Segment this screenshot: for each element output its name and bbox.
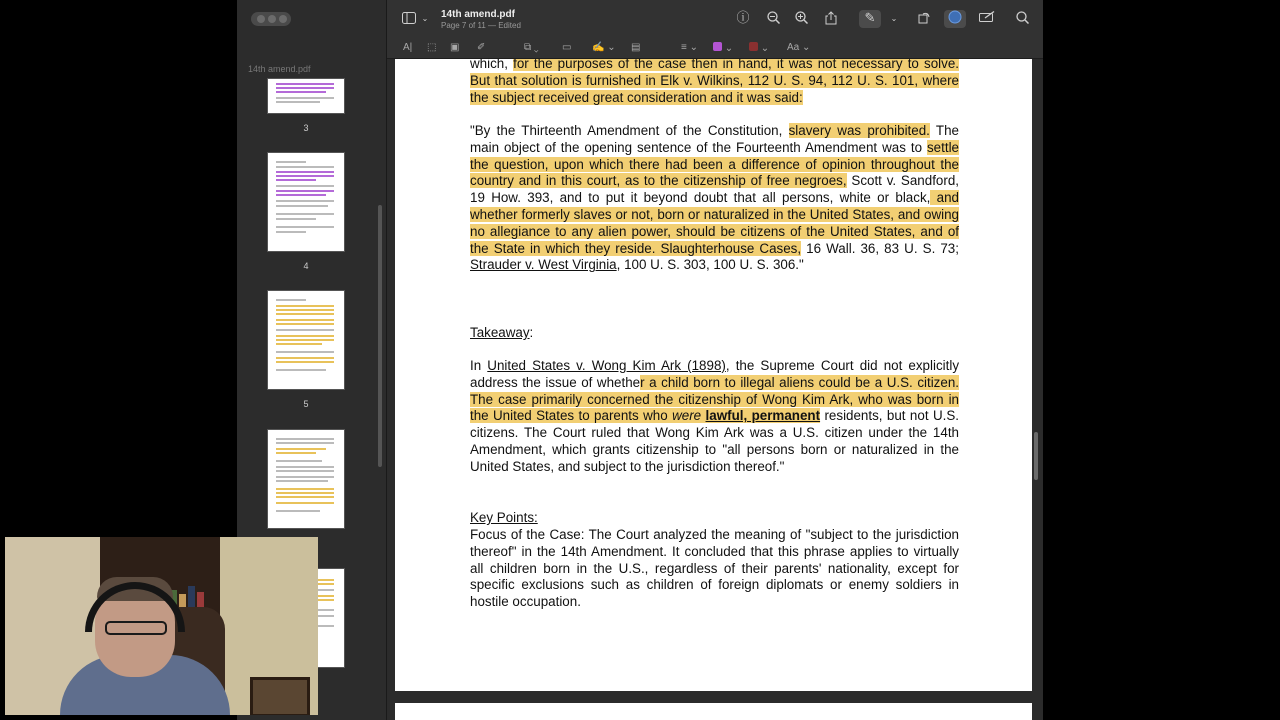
paragraph-takeaway: In United States v. Wong Kim Ark (1898), the Supreme Court did not explicitly address the issue of whether a child born to illegal aliens could be a U.S. citizen. The case primarily concerned the citizenship of Wong Kim Ark, who was born in the United States to parents who were lawful, permanent residents, but not U.S. citizens. The Court ruled that Wong Kim Ark was a U.S. citizen under the 14th Amendment, which grants citizenship to "all persons born or naturalized in the United States, and subject to the jurisdiction thereof." <box>470 358 960 474</box>
pdf-next-page <box>395 703 1032 720</box>
paragraph-elk-v-wilkins: which, for the purposes of the case then in hand, it was not necessary to solve. But that solution is furnished in Elk v. Wilkins, 112 U. S. 94, 112 U. S. 101, where the subject received great consideration and it was said: <box>470 59 959 106</box>
sidebar-scrollbar[interactable] <box>378 205 382 467</box>
shapes-icon[interactable]: ⧉ ⌄ <box>524 42 539 53</box>
takeaway-heading: Takeaway: <box>470 325 534 340</box>
sign-icon[interactable]: ✍ ⌄ <box>592 42 616 53</box>
chevron-down-icon[interactable]: ⌄ <box>421 14 429 23</box>
rect-select-icon[interactable]: ⬚ <box>427 42 437 53</box>
document-view[interactable] <box>387 59 1043 720</box>
thumbnail-page-4[interactable] <box>267 152 345 252</box>
zoom-window-button[interactable] <box>279 15 287 23</box>
sidebar-icon[interactable] <box>401 12 417 27</box>
fill-color-icon[interactable]: ⌄ <box>749 42 769 55</box>
text-box-icon[interactable]: ▭ <box>562 42 572 53</box>
document-scrollbar[interactable] <box>1034 432 1038 480</box>
pdf-page <box>395 59 1032 691</box>
webcam-overlay <box>5 537 318 715</box>
highlight-icon[interactable] <box>947 10 963 27</box>
share-icon[interactable] <box>823 11 839 28</box>
info-icon[interactable]: ⓘ <box>736 10 750 25</box>
chevron-down-icon[interactable]: ⌄ <box>890 14 898 23</box>
zoom-in-icon[interactable] <box>793 11 809 27</box>
document-title: 14th amend.pdf <box>441 9 515 20</box>
markup-toolbar <box>387 38 1043 59</box>
thumbnail-page-number: 4 <box>303 261 309 271</box>
window-controls[interactable] <box>251 12 291 26</box>
minimize-window-button[interactable] <box>268 15 276 23</box>
paragraph-key-points: Focus of the Case: The Court analyzed the meaning of "subject to the jurisdiction thereof" in the 14th Amendment. It concluded that this phrase applies to virtually all children born in the U.S., regardless of their parents' nationality, except for specific exclusions such as children of foreign diplomats or enemy soldiers in hostile occupation. <box>470 527 959 610</box>
thumbnail-page-5[interactable] <box>267 290 345 390</box>
markup-pen-icon[interactable]: ✎ <box>864 10 876 25</box>
thumbnail-page-6[interactable] <box>267 429 345 529</box>
sketch-icon[interactable]: ✐ <box>477 42 486 53</box>
close-window-button[interactable] <box>257 15 265 23</box>
line-style-icon[interactable]: ≡ ⌄ <box>681 42 698 53</box>
sidebar-document-title: 14th amend.pdf <box>248 64 311 74</box>
thumbnail-page-number: 3 <box>303 123 309 133</box>
redact-icon[interactable]: ▣ <box>450 42 460 53</box>
paragraph-quote: "By the Thirteenth Amendment of the Constitution, slavery was prohibited. The main object of the opening sentence of the Fourteenth Amendment was to settle the question, upon which there had been a difference of opinion throughout the country and in this court, as to the citizenship of free negroes, Scott v. Sandford, 19 How. 393, and to put it beyond doubt that all persons, white or black, and whether formerly slaves or not, born or naturalized in the United States, and owing no allegiance to any alien power, should be citizens of the United States, and of the State in which they reside. Slaughterhouse Cases, 16 Wall. 36, 83 U. S. 73; Strauder v. West Virginia, 100 U. S. 303, 100 U. S. 306." <box>470 123 959 273</box>
text-cursor-icon[interactable]: A| <box>403 42 413 53</box>
preview-window <box>237 0 1043 720</box>
document-subtitle: Page 7 of 11 — Edited <box>441 21 521 30</box>
picture-frame <box>250 677 310 715</box>
glasses <box>105 621 167 635</box>
border-color-icon[interactable]: ⌄ <box>713 42 733 55</box>
search-icon[interactable] <box>1014 11 1030 27</box>
form-icon[interactable] <box>979 11 995 26</box>
main-toolbar <box>387 0 1043 38</box>
note-icon[interactable]: ▤ <box>631 42 641 53</box>
rotate-icon[interactable] <box>916 11 932 27</box>
zoom-out-icon[interactable] <box>765 11 781 27</box>
text-style-icon[interactable]: Aa ⌄ <box>787 42 811 53</box>
thumbnail-page-number: 5 <box>303 399 309 409</box>
key-points-heading: Key Points: <box>470 510 538 525</box>
thumbnail-page-3[interactable] <box>267 78 345 114</box>
